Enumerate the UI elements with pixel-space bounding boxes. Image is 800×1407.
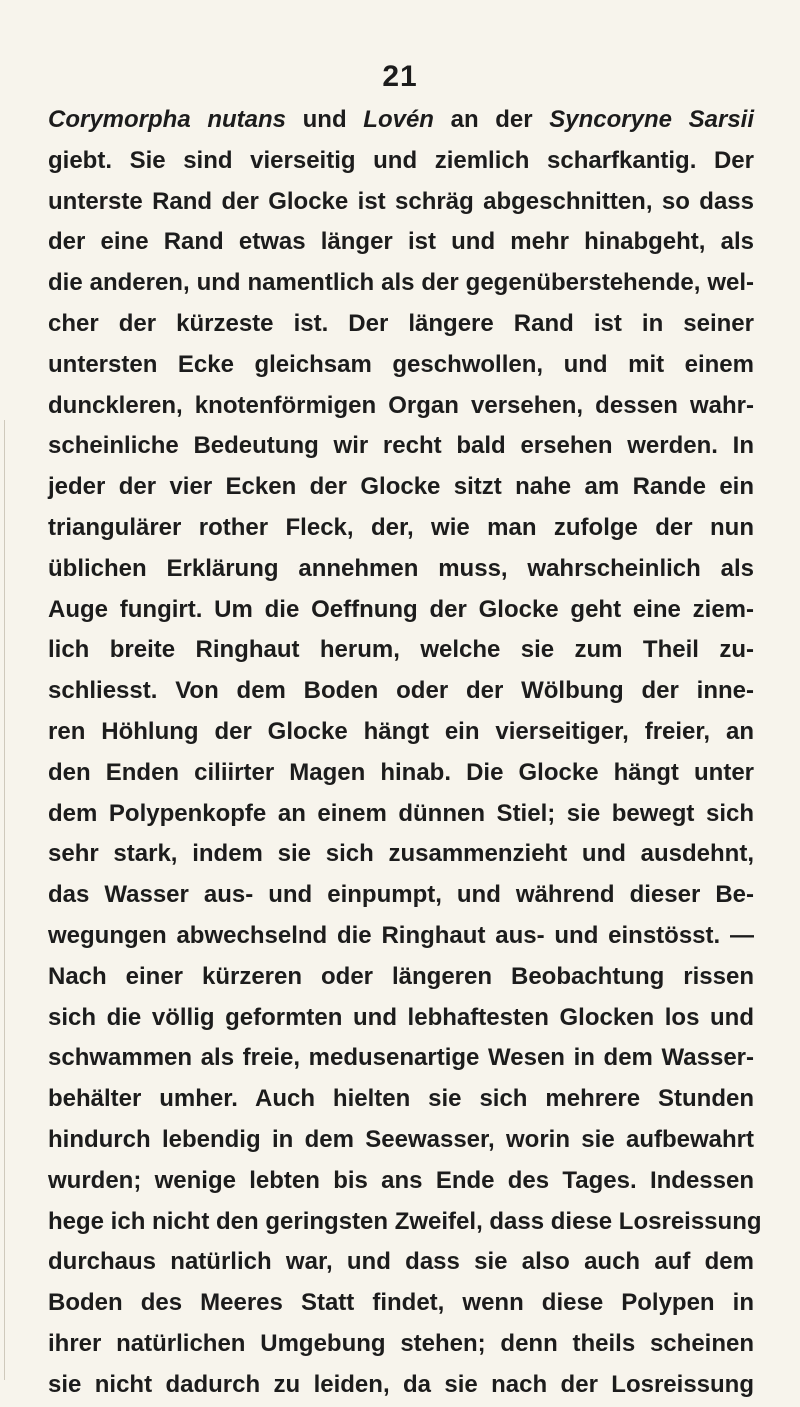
text-segment: Nach einer kürzeren oder längeren Beobachtung rissen: [48, 962, 754, 990]
text-segment: unterste Rand der Glocke ist schräg abgeschnitten, so dass: [48, 187, 754, 215]
text-line: [48, 753, 754, 794]
text-line: [48, 1324, 754, 1365]
text-line: [48, 590, 754, 631]
italic-name: Corymorpha nutans: [48, 106, 286, 133]
text-segment: wurden; wenige lebten bis ans Ende des Tages. Indessen: [48, 1166, 754, 1194]
page-number: 21: [382, 60, 418, 93]
text-line: [48, 1161, 754, 1202]
text-line: [48, 100, 754, 141]
text-line: [48, 467, 754, 508]
text-segment: hege ich nicht den geringsten Zweifel, dass diese Losreissung: [48, 1207, 762, 1235]
text-segment: an der: [433, 106, 550, 133]
text-segment: ren Höhlung der Glocke hängt ein vierseitiger, freier, an: [48, 717, 754, 745]
text-line: [48, 345, 754, 386]
text-segment: triangulärer rother Fleck, der, wie man zufolge der nun: [48, 513, 754, 541]
body-text: [48, 100, 762, 1406]
text-line: [48, 794, 754, 835]
text-segment: das Wasser aus- und einpumpt, und während dieser Be-: [48, 881, 754, 909]
text-segment: schwammen als freie, medusenartige Wesen in dem Wasser-: [48, 1044, 754, 1072]
text-line: [48, 1079, 754, 1120]
text-line: [48, 630, 754, 671]
text-segment: wegungen abwechselnd die Ringhaut aus- und einstösst. —: [48, 921, 754, 949]
page-edge-shadow: [4, 420, 5, 1380]
text-line: [48, 998, 754, 1039]
text-line: [48, 834, 754, 875]
text-line: [48, 386, 754, 427]
text-segment: sie nicht dadurch zu leiden, da sie nach der Losreissung: [48, 1370, 754, 1398]
text-segment: die anderen, und namentlich als der gegenüberstehende, wel-: [48, 269, 754, 297]
text-line: [48, 508, 754, 549]
italic-name: Lovén: [363, 106, 434, 133]
text-line: [48, 1283, 754, 1324]
text-line: [48, 549, 754, 590]
text-line: [48, 1038, 754, 1079]
text-segment: lich breite Ringhaut herum, welche sie zum Theil zu-: [48, 636, 754, 664]
text-segment: durchaus natürlich war, und dass sie also auch auf dem: [48, 1248, 754, 1276]
text-line: [48, 263, 754, 304]
text-segment: Boden des Meeres Statt findet, wenn diese Polypen in: [48, 1289, 754, 1317]
text-line: [48, 426, 754, 467]
text-segment: untersten Ecke gleichsam geschwollen, und mit einem: [48, 350, 754, 378]
text-line: [48, 712, 754, 753]
text-segment: sehr stark, indem sie sich zusammenzieht und ausdehnt,: [48, 840, 754, 868]
text-segment: und: [286, 106, 364, 133]
text-segment: üblichen Erklärung annehmen muss, wahrscheinlich als: [48, 554, 754, 582]
text-segment: scheinliche Bedeutung wir recht bald ersehen werden. In: [48, 432, 754, 460]
italic-name: Syncoryne Sarsii: [549, 106, 755, 133]
text-line: [48, 1365, 754, 1406]
text-segment: der eine Rand etwas länger ist und mehr hinabgeht, als: [48, 228, 754, 256]
text-line: [48, 875, 754, 916]
text-segment: behälter umher. Auch hielten sie sich mehrere Stunden: [48, 1085, 754, 1113]
text-line: [48, 957, 754, 998]
text-segment: hindurch lebendig in dem Seewasser, worin sie aufbewahrt: [48, 1125, 754, 1153]
text-line: [48, 1120, 754, 1161]
text-line: [48, 141, 754, 182]
text-segment: ihrer natürlichen Umgebung stehen; denn theils scheinen: [48, 1329, 754, 1357]
text-segment: dunckleren, knotenförmigen Organ versehen, dessen wahr-: [48, 391, 754, 419]
text-line: [48, 182, 754, 223]
text-line: [48, 671, 754, 712]
text-segment: sich die völlig geformten und lebhaftesten Glocken los und: [48, 1003, 754, 1031]
text-line: [48, 222, 754, 263]
text-segment: schliesst. Von dem Boden oder der Wölbung der inne-: [48, 677, 754, 705]
text-segment: dem Polypenkopfe an einem dünnen Stiel; sie bewegt sich: [48, 799, 754, 827]
text-segment: giebt. Sie sind vierseitig und ziemlich scharfkantig. Der: [48, 146, 754, 174]
text-segment: jeder der vier Ecken der Glocke sitzt nahe am Rande ein: [48, 473, 754, 501]
text-line: [48, 1242, 754, 1283]
text-segment: Auge fungirt. Um die Oeffnung der Glocke geht eine ziem-: [48, 595, 754, 623]
text-line: [48, 304, 754, 345]
text-line: [48, 916, 754, 957]
text-segment: den Enden ciliirter Magen hinab. Die Glocke hängt unter: [48, 758, 754, 786]
text-segment: cher der kürzeste ist. Der längere Rand ist in seiner: [48, 309, 754, 337]
text-line: [48, 1202, 762, 1243]
